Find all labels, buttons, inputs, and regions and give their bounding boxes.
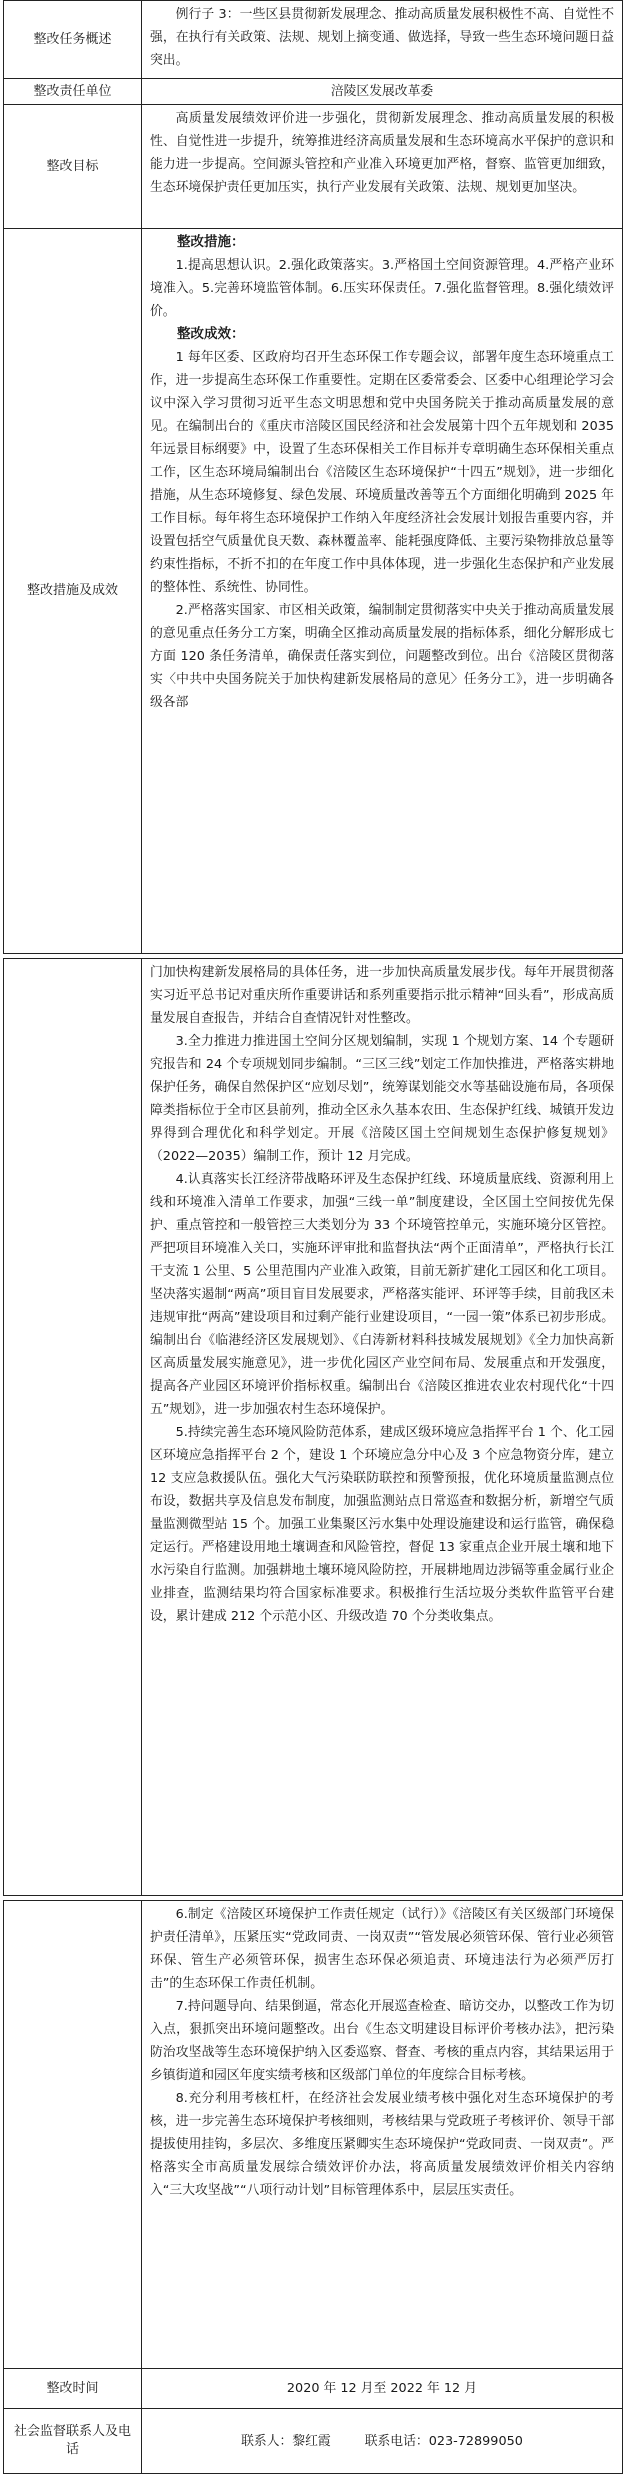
goal-row (4, 105, 622, 229)
effect-4: 4.认真落实长江经济带战略环评及生态保护红线、环境质量底线、资源利用上线和环境准入清单工作要求，加强“三线一单”制度建设，全区国土空间按优先保护、重点管控和一般管控三大类划分为 33 个环境管控单元，实施环境分区管控。严把项目环境准入关口，实施环评审批和监督执法“两个正面清单”，严格执行长江干支流 1 公里、5 公里范围内产业准入政策，目前无新扩建化工园区和化工项目。坚决落实遏制“两高”项目盲目发展要求，严格落实能评、环评等手续，目前我区未违规审批“两高”建设项目和过剩产能行业建设项目，“一园一策”体系已初步形成。编制出台《临港经济区发展规划》、《白涛新材料科技城发展规划》《全力加快高新区高质量发展实施意见》，进一步优化园区产业空间布局、发展重点和开发强度，提高各产业园区环境评价指标权重。编制出台《涪陵区推进农业农村现代化“十四五”规划》，进一步加强农村生态环境保护。 (150, 1172, 614, 1417)
effect-2-part-1: 2.严格落实国家、市区相关政策，编制制定贯彻落实中央关于推动高质量发展的意见重点任务分工方案，明确全区推动高质量发展的指标体系，细化分解形成七方面 120 条任务清单，确保责任落实到位，问题整改到位。出台《涪陵区贯彻落实〈中共中央国务院关于加快构建新发展格局的意见〉任务分工》，进一步明确各级各部 (150, 603, 614, 710)
time-row (4, 2369, 622, 2409)
unit-label: 整改责任单位 (4, 79, 142, 104)
measures-cell (142, 229, 622, 953)
effect-5: 5.持续完善生态环境风险防范体系，建成区级环境应急指挥平台 1 个、化工园区环境应急指挥平台 2 个，建设 1 个环境应急分中心及 3 个应急物资分库，建立 12 支应急救援队伍。强化大气污染联防联控和预警预报，优化环境质量监测点位布设，数据共享及信息发布制度，加强监测站点日常巡查和数据分析，新增空气质量监测微型站 15 个。加强工业集聚区污水集中处理设施建设和运行监管，确保稳定运行。严格建设用地土壤调查和风险管控，督促 13 家重点企业开展土壤和地下水污染自行监测。加强耕地土壤环境风险防控，开展耕地周边涉镉等重金属行业企业排查，监测结果均符合国家标准要求。积极推行生活垃圾分类软件监管平台建设，累计建成 212 个示范小区、升级改造 70 个分类收集点。 (150, 1425, 614, 1624)
continuation-row-2 (4, 1901, 622, 2369)
table-section-1 (3, 0, 623, 954)
effect-1: 1 每年区委、区政府均召开生态环保工作专题会议，部署年度生态环境重点工作，进一步提高生态环保工作重要性。定期在区委常委会、区委中心组理论学习会议中深入学习贯彻习近平生态文明思想和党中央国务院关于推动高质量发展的意见。在编制出台的《重庆市涪陵区国民经济和社会发展第十四个五年规划和 2035 年远景目标纲要》中，设置了生态环保相关工作目标并专章明确生态环保相关重点工作，区生态环境局编制出台《涪陵区生态环境保护“十四五”规划》，进一步细化措施，从生态环境修复、绿色发展、环境质量改善等五个方面细化明确到 2025 年工作目标。每年将生态环境保护工作纳入年度经济社会发展计划报告重要内容，并设置包括空气质量优良天数、森林覆盖率、能耗强度降低、主要污染物排放总量等约束性指标，不折不扣的在年度工作中具体体现，进一步强化生态保护和产业发展的整体性、系统性、协同性。 (150, 350, 614, 595)
time-value: 2020 年 12 月至 2022 年 12 月 (286, 2381, 478, 2396)
unit-row (4, 79, 622, 105)
effect-6: 6.制定《涪陵区环境保护工作责任规定（试行）》《涪陵区有关区级部门环境保护责任清单》，压紧压实“党政同责、一岗双责”“管发展必须管环保、管行业必须管环保、管生产必须管环保，损害生态环保必须追责、环境违法行为必须严厉打击”的生态环保工作责任机制。 (150, 1907, 614, 1991)
overview-text: 例行子 3：一些区县贯彻新发展理念、推动高质量发展积极性不高、自觉性不强，在执行有关政策、法规、规划上摘变通、做选择，导致一些生态环境问题日益突出。 (150, 7, 614, 68)
continuation-label-cell (4, 959, 142, 1895)
goal-label: 整改目标 (4, 105, 142, 228)
measures-row (4, 229, 622, 953)
effect-3: 3.全力推进力推进国土空间分区规划编制，实现 1 个规划方案、14 个专题研究报告和 24 个专项规划同步编制。“三区三线”划定工作加快推进，严格落实耕地保护任务，确保自然保护区“应划尽划”，统筹谋划能交水等基础设施布局，各项保障类指标位于全市区县前列，推动全区永久基本农田、生态保护红线、城镇开发边界得到合理优化和科学划定。开展《涪陵区国土空间规划生态保护修复规划》（2022—2035）编制工作，预计 12 月完成。 (150, 1034, 614, 1164)
effect-7: 7.持问题导向、结果倒逼，常态化开展巡查检查、暗访交办，以整改工作为切入点，狠抓突出环境问题整改。出台《生态文明建设目标评价考核办法》，把污染防治攻坚战等生态环境保护纳入区委巡察、督查、考核的重点内容，其结果运用于乡镇街道和园区年度实绩考核和区级部门单位的年度综合目标考核。 (150, 1999, 614, 2083)
effect-2-part-2: 门加快构建新发展格局的具体任务，进一步加快高质量发展步伐。每年开展贯彻落实习近平总书记对重庆所作重要讲话和系列重要指示批示精神“回头看”，形成高质量发展自查报告，并结合自查情况针对性整改。 (150, 965, 614, 1026)
contact-label: 社会监督联系人及电话 (4, 2409, 142, 2473)
effect-8: 8.充分利用考核杠杆，在经济社会发展业绩考核中强化对生态环境保护的考核，进一步完善生态环境保护考核细则，考核结果与党政班子考核评价、领导干部提拔使用挂钩，多层次、多维度压紧卿实生态环境保护“党政同责、一岗双责”。严格落实全市高质量发展综合绩效评价办法，将高质量发展绩效评价相关内容纳入“三大攻坚战”“八项行动计划”目标管理体系中，层层压实责任。 (150, 2091, 614, 2198)
continuation-label-cell-2 (4, 1901, 142, 2368)
measures-text: 1.提高思想认识。2.强化政策落实。3.严格国土空间资源管理。4.严格产业环境准入。5.完善环境监管体制。6.压实环保责任。7.强化监督管理。8.强化绩效评价。 (150, 258, 614, 319)
unit-value: 涪陵区发展改革委 (330, 84, 434, 99)
overview-label: 整改任务概述 (4, 1, 142, 78)
measures-heading: 整改措施： (177, 234, 245, 250)
continuation-cell-2 (142, 1901, 622, 2368)
continuation-row (4, 959, 622, 1895)
table-section-3 (3, 1900, 623, 2474)
contact-info (241, 2430, 523, 2453)
contact-cell (142, 2409, 622, 2473)
effects-heading: 整改成效： (177, 326, 245, 342)
contact-person: 联系人：黎红霞 (241, 2433, 331, 2449)
overview-cell (142, 1, 622, 78)
time-label: 整改时间 (4, 2369, 142, 2408)
measures-label: 整改措施及成效 (4, 229, 142, 953)
goal-cell (142, 105, 622, 228)
goal-text: 高质量发展绩效评价进一步强化，贯彻新发展理念、推动高质量发展的积极性、自觉性进一步提升，统筹推进经济高质量发展和生态环境高水平保护的意识和能力进一步提高。空间源头管控和产业准入环境更加严格，督察、监管更加细致，生态环境保护责任更加压实，执行产业发展有关政策、法规、规划更加坚决。 (150, 111, 614, 195)
contact-row (4, 2409, 622, 2473)
overview-row (4, 1, 622, 79)
table-section-2 (3, 958, 623, 1896)
continuation-cell (142, 959, 622, 1895)
contact-phone: 联系电话：023-72899050 (364, 2433, 523, 2449)
